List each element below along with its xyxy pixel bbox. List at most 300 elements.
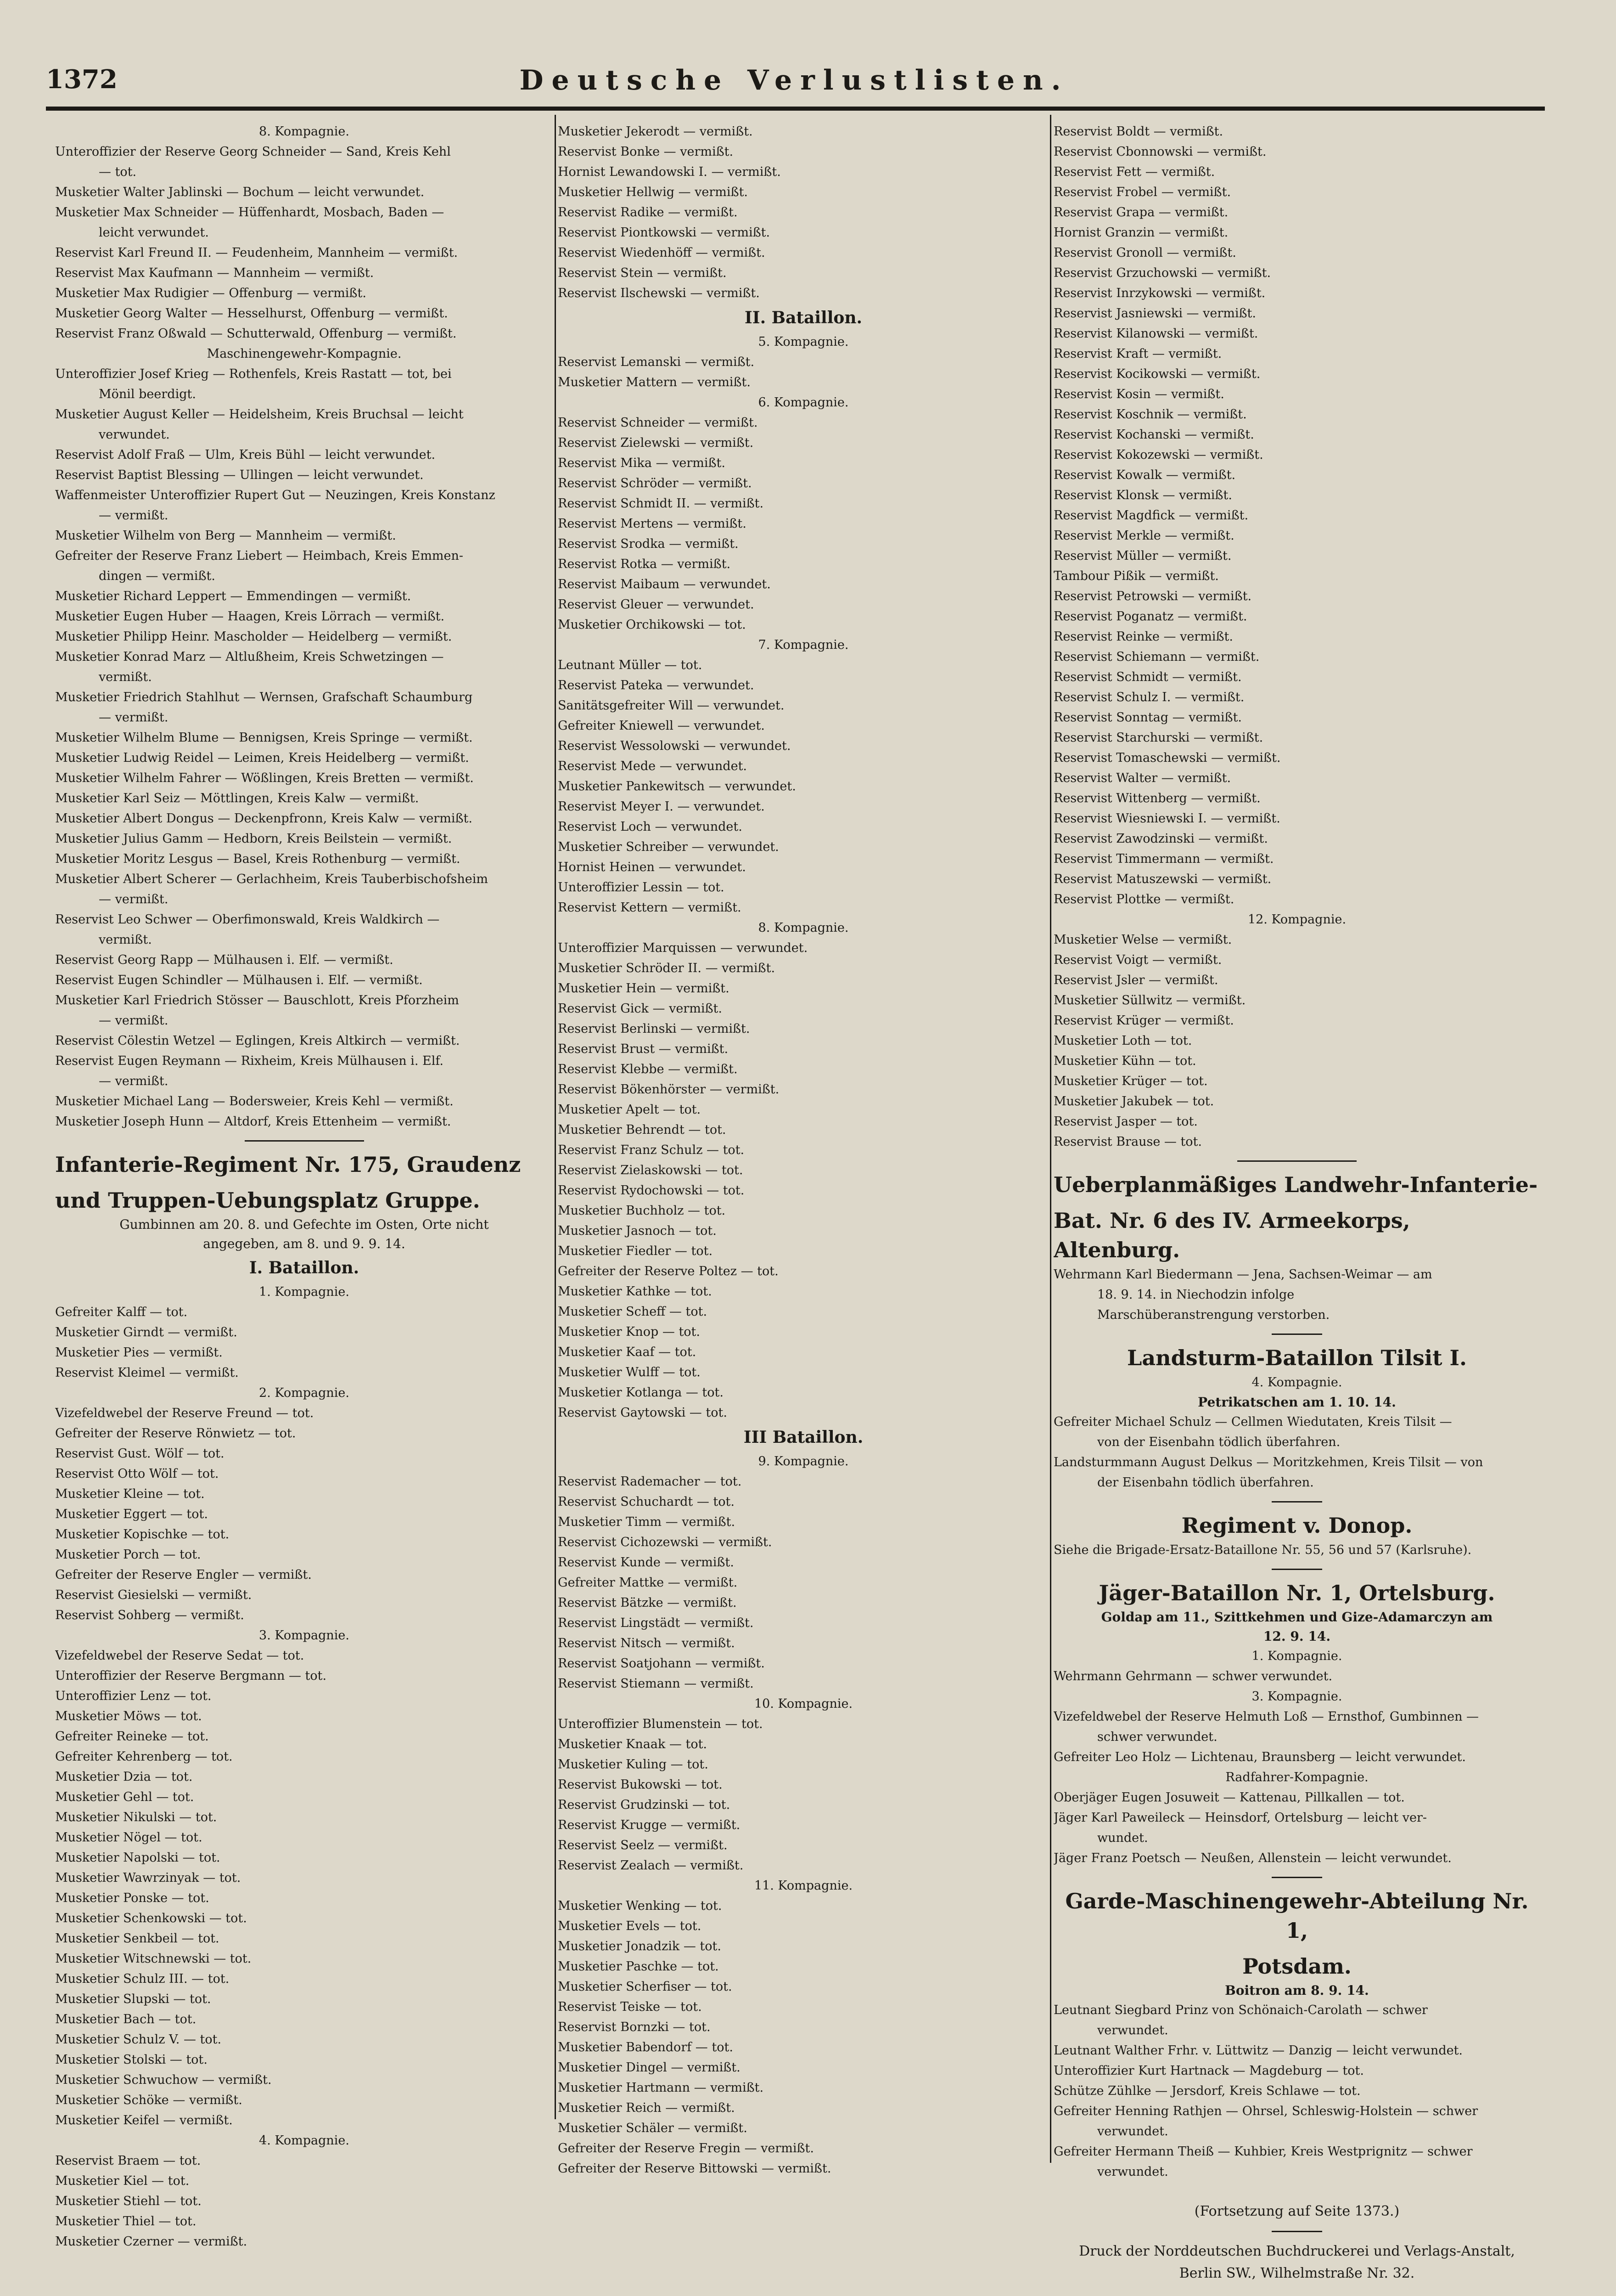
list-entry: Reservist Otto Wölf — tot. [55, 1467, 219, 1481]
list-entry: Reservist Bornzki — tot. [558, 2020, 711, 2034]
list-entry: 18. 9. 14. in Niechodzin infolge [1097, 1288, 1295, 1302]
list-entry: Reservist Fett — vermißt. [1054, 165, 1215, 179]
list-entry: Reservist Brause — tot. [1054, 1135, 1202, 1149]
list-entry: Reservist Kosin — vermißt. [1054, 387, 1224, 401]
list-entry: Musketier Schröder II. — vermißt. [558, 961, 775, 975]
page-number: 1372 [46, 64, 118, 95]
list-entry: Reservist Mertens — vermißt. [558, 517, 746, 531]
list-entry: Vizefeldwebel der Reserve Sedat — tot. [55, 1649, 304, 1663]
date-line: Boitron am 8. 9. 14. [1225, 1983, 1369, 1998]
list-entry: Musketier Konrad Marz — Altlußheim, Kreis Schwetzingen — [55, 650, 444, 664]
list-entry: Reservist Schiemann — vermißt. [1054, 650, 1260, 664]
date-line: angegeben, am 8. und 9. 9. 14. [203, 1236, 405, 1251]
list-entry: Musketier Kühn — tot. [1054, 1054, 1196, 1068]
list-entry: Vizefeldwebel der Reserve Freund — tot. [55, 1406, 314, 1420]
company-heading: 7. Kompagnie. [758, 638, 849, 652]
list-entry: Reservist Srodka — vermißt. [558, 537, 739, 551]
list-entry: Reservist Adolf Fraß — Ulm, Kreis Bühl — leicht verwundet. [55, 448, 436, 462]
list-entry: Reservist Bökenhörster — vermißt. [558, 1082, 780, 1097]
company-heading: 8. Kompagnie. [758, 921, 849, 935]
list-entry: Musketier Richard Leppert — Emmendingen — vermißt. [55, 589, 411, 603]
list-entry: Musketier Krüger — tot. [1054, 1074, 1208, 1088]
list-entry: Musketier Karl Friedrich Stösser — Bauschlott, Kreis Pforzheim [55, 993, 459, 1007]
list-entry: Musketier Senkbeil — tot. [55, 1931, 219, 1946]
company-heading: 1. Kompagnie. [259, 1285, 349, 1299]
list-entry: Musketier Joseph Hunn — Altdorf, Kreis Ettenheim — vermißt. [55, 1114, 451, 1129]
battalion-heading: III Bataillon. [743, 1428, 864, 1447]
list-entry: Reservist Starchurski — vermißt. [1054, 731, 1263, 745]
list-entry: Reservist Cbonnowski — vermißt. [1054, 145, 1267, 159]
list-entry: Unteroffizier Kurt Hartnack — Magdeburg — tot. [1054, 2064, 1364, 2078]
list-entry: Musketier Porch — tot. [55, 1548, 201, 1562]
column-divider [555, 115, 556, 2119]
list-entry: Reservist Jsler — vermißt. [1054, 973, 1218, 987]
list-entry: Reservist Mede — verwundet. [558, 759, 747, 773]
list-entry: Reservist Nitsch — vermißt. [558, 1636, 735, 1650]
list-entry: Reservist Krüger — vermißt. [1054, 1013, 1234, 1028]
list-entry: Reservist Radike — vermißt. [558, 205, 738, 219]
list-entry: Musketier Mattern — vermißt. [558, 375, 751, 389]
list-entry: Leutnant Siegbard Prinz von Schönaich-Carolath — schwer [1054, 2003, 1428, 2017]
list-entry: Reservist Voigt — vermißt. [1054, 953, 1222, 967]
date-line: Gumbinnen am 20. 8. und Gefechte im Osten, Orte nicht [119, 1217, 489, 1232]
list-entry: Hornist Heinen — verwundet. [558, 860, 746, 874]
list-entry: — vermißt. [99, 1074, 168, 1088]
regiment-heading: Infanterie-Regiment Nr. 175, Graudenz [55, 1152, 521, 1177]
list-entry: Vizefeldwebel der Reserve Helmuth Loß — Ernsthof, Gumbinnen — [1054, 1710, 1479, 1724]
list-entry: Siehe die Brigade-Ersatz-Bataillone Nr. 55, 56 und 57 (Karlsruhe). [1054, 1543, 1472, 1557]
section-rule [1272, 1569, 1322, 1570]
list-entry: Musketier Evels — tot. [558, 1919, 701, 1933]
list-entry: Gefreiter Kehrenberg — tot. [55, 1750, 233, 1764]
list-entry: Reservist Klonsk — vermißt. [1054, 488, 1232, 502]
list-entry: Jäger Karl Paweileck — Heinsdorf, Ortelsburg — leicht ver- [1054, 1811, 1427, 1825]
header-rule [46, 107, 1545, 111]
list-entry: Gefreiter der Reserve Rönwietz — tot. [55, 1426, 296, 1441]
list-entry: Schütze Zühlke — Jersdorf, Kreis Schlawe — tot. [1054, 2084, 1361, 2098]
section-rule [1272, 1877, 1322, 1878]
list-entry: Reservist Plottke — vermißt. [1054, 892, 1234, 906]
list-entry: Musketier Reich — vermißt. [558, 2101, 735, 2115]
list-entry: Reservist Poganatz — vermißt. [1054, 609, 1247, 624]
list-entry: Reservist Grzuchowski — vermißt. [1054, 266, 1271, 280]
list-entry: Musketier Ludwig Reidel — Leimen, Kreis Heidelberg — vermißt. [55, 751, 469, 765]
list-entry: Reservist Kokozewski — vermißt. [1054, 448, 1263, 462]
list-entry: Reservist Karl Freund II. — Feudenheim, Mannheim — vermißt. [55, 246, 458, 260]
company-heading: 3. Kompagnie. [1251, 1689, 1342, 1704]
list-entry: Unteroffizier Marquissen — verwundet. [558, 941, 808, 955]
list-entry: Reservist Krugge — vermißt. [558, 1818, 741, 1832]
list-entry: Musketier Kleine — tot. [55, 1487, 205, 1501]
list-entry: Musketier Fiedler — tot. [558, 1244, 713, 1258]
list-entry: Musketier Napolski — tot. [55, 1851, 220, 1865]
list-entry: Musketier Friedrich Stahlhut — Wernsen, Grafschaft Schaumburg [55, 690, 473, 704]
footer-text: Druck der Norddeutschen Buchdruckerei und Verlags-Anstalt, [1079, 2243, 1515, 2259]
list-entry: verwundet. [1097, 2165, 1168, 2179]
company-heading: 6. Kompagnie. [758, 395, 849, 410]
list-entry: Hornist Granzin — vermißt. [1054, 225, 1229, 240]
list-entry: Reservist Kowalk — vermißt. [1054, 468, 1236, 482]
list-entry: Mönil beerdigt. [99, 387, 196, 401]
company-heading: 1. Kompagnie. [1251, 1649, 1342, 1663]
company-heading: 8. Kompagnie. [259, 124, 349, 139]
list-entry: Musketier Kopischke — tot. [55, 1527, 230, 1542]
footer-text: Berlin SW., Wilhelmstraße Nr. 32. [1179, 2265, 1415, 2281]
list-entry: Reservist Bonke — vermißt. [558, 145, 734, 159]
list-entry: Musketier Buchholz — tot. [558, 1204, 726, 1218]
list-entry: Reservist Maibaum — verwundet. [558, 577, 771, 591]
list-entry: Musketier Philipp Heinr. Mascholder — Heidelberg — vermißt. [55, 630, 452, 644]
list-entry: Wehrmann Karl Biedermann — Jena, Sachsen-Weimar — am [1054, 1267, 1432, 1282]
section-rule [1272, 2231, 1322, 2232]
list-entry: Reservist Franz Oßwald — Schutterwald, Offenburg — vermißt. [55, 326, 457, 341]
list-entry: Musketier Schenkowski — tot. [55, 1911, 247, 1925]
list-entry: Landsturmmann August Delkus — Moritzkehmen, Kreis Tilsit — von [1054, 1455, 1483, 1469]
list-entry: Reservist Zielewski — vermißt. [558, 436, 754, 450]
list-entry: Reservist Giesielski — vermißt. [55, 1588, 252, 1602]
list-entry: Reservist Inrzykowski — vermißt. [1054, 286, 1266, 300]
list-entry: Reservist Pateka — verwundet. [558, 678, 754, 692]
list-entry: Musketier Hellwig — vermißt. [558, 185, 748, 199]
list-entry: Leutnant Müller — tot. [558, 658, 702, 672]
list-entry: Musketier Girndt — vermißt. [55, 1325, 237, 1339]
list-entry: Musketier Albert Scherer — Gerlachheim, Kreis Tauberbischofsheim [55, 872, 488, 886]
list-entry: verwundet. [1097, 2124, 1168, 2138]
list-entry: Reservist Franz Schulz — tot. [558, 1143, 745, 1157]
regiment-heading: und Truppen-Uebungsplatz Gruppe. [55, 1188, 480, 1213]
list-entry: Reservist Zealach — vermißt. [558, 1858, 744, 1873]
list-entry: Musketier Schäler — vermißt. [558, 2121, 747, 2135]
list-entry: Reservist Müller — vermißt. [1054, 549, 1232, 563]
list-entry: — vermißt. [99, 508, 168, 523]
company-heading: 5. Kompagnie. [758, 335, 849, 349]
list-entry: Musketier Wenking — tot. [558, 1899, 722, 1913]
list-entry: Reservist Kilanowski — vermißt. [1054, 326, 1258, 341]
list-entry: Musketier Knaak — tot. [558, 1737, 707, 1751]
list-entry: Musketier Max Rudigier — Offenburg — vermißt. [55, 286, 366, 300]
list-entry: Musketier Gehl — tot. [55, 1790, 194, 1804]
list-entry: Reservist Gick — vermißt. [558, 1002, 722, 1016]
list-entry: Reservist Brust — vermißt. [558, 1042, 729, 1056]
list-entry: Musketier Michael Lang — Bodersweier, Kreis Kehl — vermißt. [55, 1094, 454, 1109]
list-entry: Reservist Cölestin Wetzel — Eglingen, Kreis Altkirch — vermißt. [55, 1034, 460, 1048]
list-entry: Reservist Matuszewski — vermißt. [1054, 872, 1272, 886]
list-entry: Musketier Ponske — tot. [55, 1891, 209, 1905]
list-entry: Musketier Hartmann — vermißt. [558, 2081, 764, 2095]
list-entry: Reservist Gleuer — verwundet. [558, 597, 754, 612]
list-entry: Reservist Frobel — vermißt. [1054, 185, 1231, 199]
list-entry: Musketier Pankewitsch — verwundet. [558, 779, 796, 793]
list-entry: Musketier Orchikowski — tot. [558, 618, 746, 632]
company-heading: 9. Kompagnie. [758, 1454, 849, 1469]
list-entry: Reservist Wiedenhöff — vermißt. [558, 246, 765, 260]
list-entry: Musketier Schulz V. — tot. [55, 2032, 222, 2047]
list-entry: Musketier Stolski — tot. [55, 2053, 208, 2067]
list-entry: Reservist Bätzke — vermißt. [558, 1596, 737, 1610]
list-entry: Sanitätsgefreiter Will — verwundet. [558, 698, 785, 713]
company-heading: 10. Kompagnie. [754, 1697, 853, 1711]
list-entry: Reservist Wessolowski — verwundet. [558, 739, 791, 753]
list-entry: Reservist Schmidt II. — vermißt. [558, 496, 764, 511]
list-entry: Reservist Schulz I. — vermißt. [1054, 690, 1245, 704]
list-entry: Reservist Jasniewski — vermißt. [1054, 306, 1256, 321]
list-entry: Reservist Walter — vermißt. [1054, 771, 1231, 785]
list-entry: Gefreiter der Reserve Bittowski — vermißt. [558, 2161, 831, 2176]
list-entry: Reservist Sonntag — vermißt. [1054, 710, 1242, 725]
list-entry: Reservist Leo Schwer — Oberfimonswald, Kreis Waldkirch — [55, 912, 440, 927]
list-entry: Musketier Stiehl — tot. [55, 2194, 202, 2208]
section-rule [245, 1140, 364, 1142]
list-entry: Marschüberanstrengung verstorben. [1097, 1308, 1330, 1322]
list-entry: Reservist Klebbe — vermißt. [558, 1062, 738, 1076]
list-entry: Musketier Wulff — tot. [558, 1365, 701, 1379]
list-entry: Reservist Gronoll — vermißt. [1054, 246, 1236, 260]
list-entry: Musketier Kaaf — tot. [558, 1345, 696, 1359]
list-entry: von der Eisenbahn tödlich überfahren. [1097, 1435, 1341, 1449]
list-entry: Reservist Schmidt — vermißt. [1054, 670, 1242, 684]
list-entry: Musketier Moritz Lesgus — Basel, Kreis Rothenburg — vermißt. [55, 852, 460, 866]
list-entry: Reservist Kochanski — vermißt. [1054, 428, 1254, 442]
list-entry: Musketier Walter Jablinski — Bochum — leicht verwundet. [55, 185, 425, 199]
list-entry: Reservist Teiske — tot. [558, 2000, 702, 2014]
list-entry: Reservist Eugen Schindler — Mülhausen i. Elf. — vermißt. [55, 973, 423, 987]
list-entry: leicht verwundet. [99, 225, 209, 240]
spacer [1054, 2182, 1540, 2200]
list-entry: Musketier Schreiber — verwundet. [558, 840, 779, 854]
list-entry: Musketier Eugen Huber — Haagen, Kreis Lörrach — vermißt. [55, 609, 445, 624]
list-entry: Reservist Soatjohann — vermißt. [558, 1656, 765, 1671]
list-entry: Reservist Zawodzinski — vermißt. [1054, 832, 1268, 846]
list-entry: Reservist Braem — tot. [55, 2154, 201, 2168]
list-entry: Reservist Jasper — tot. [1054, 1114, 1198, 1129]
list-entry: Musketier Süllwitz — vermißt. [1054, 993, 1246, 1007]
list-entry: Reservist Schröder — vermißt. [558, 476, 752, 490]
list-entry: Musketier Kuling — tot. [558, 1757, 708, 1772]
list-entry: Reservist Cichozewski — vermißt. [558, 1535, 772, 1549]
list-entry: Gefreiter Mattke — vermißt. [558, 1576, 738, 1590]
list-entry: Musketier Schwuchow — vermißt. [55, 2073, 272, 2087]
list-entry: Musketier Apelt — tot. [558, 1103, 701, 1117]
list-entry: Musketier Eggert — tot. [55, 1507, 208, 1521]
list-entry: Reservist Baptist Blessing — Ullingen — leicht verwundet. [55, 468, 424, 482]
column-3 [1054, 122, 1540, 2285]
list-entry: Musketier Schöke — vermißt. [55, 2093, 242, 2107]
list-entry: Reservist Wittenberg — vermißt. [1054, 791, 1261, 805]
column-divider [1050, 115, 1051, 2163]
list-entry: Musketier Loth — tot. [1054, 1034, 1192, 1048]
regiment-heading: Landsturm-Bataillon Tilsit I. [1127, 1345, 1467, 1370]
list-entry: Oberjäger Eugen Josuweit — Kattenau, Pillkallen — tot. [1054, 1790, 1405, 1805]
list-entry: Reservist Loch — verwundet. [558, 820, 742, 834]
list-entry: Musketier Bach — tot. [55, 2012, 196, 2026]
company-heading: 3. Kompagnie. [259, 1628, 349, 1643]
list-entry: Reservist Schneider — vermißt. [558, 416, 758, 430]
list-entry: Unteroffizier Josef Krieg — Rothenfels, Kreis Rastatt — tot, bei [55, 367, 452, 381]
list-entry: Hornist Lewandowski I. — vermißt. [558, 165, 781, 179]
list-entry: Musketier Schulz III. — tot. [55, 1972, 230, 1986]
regiment-heading: Ueberplanmäßiges Landwehr-Infanterie- [1054, 1172, 1538, 1197]
list-entry: Musketier Slupski — tot. [55, 1992, 211, 2006]
list-entry: Musketier Albert Dongus — Deckenpfronn, Kreis Kalw — vermißt. [55, 811, 472, 826]
list-entry: Musketier Jasnoch — tot. [558, 1224, 717, 1238]
list-entry: Musketier Nikulski — tot. [55, 1810, 217, 1824]
regiment-heading: Jäger-Bataillon Nr. 1, Ortelsburg. [1099, 1581, 1495, 1605]
list-entry: Reservist Magdfick — vermißt. [1054, 508, 1249, 523]
list-entry: Reservist Mika — vermißt. [558, 456, 725, 470]
list-entry: Musketier Wilhelm Blume — Bennigsen, Kreis Springe — vermißt. [55, 731, 473, 745]
list-entry: Musketier Dzia — tot. [55, 1770, 193, 1784]
list-entry: Unteroffizier Lessin — tot. [558, 880, 724, 895]
list-entry: Gefreiter Leo Holz — Lichtenau, Braunsberg — leicht verwundet. [1054, 1750, 1466, 1764]
list-entry: Gefreiter Henning Rathjen — Ohrsel, Schleswig-Holstein — schwer [1054, 2104, 1478, 2118]
list-entry: Reservist Lemanski — vermißt. [558, 355, 755, 369]
section-rule [1272, 1501, 1322, 1503]
list-entry: Reservist Kraft — vermißt. [1054, 347, 1222, 361]
list-entry: — vermißt. [99, 1013, 168, 1028]
company-heading: 4. Kompagnie. [1251, 1375, 1342, 1390]
regiment-heading: Potsdam. [1242, 1954, 1352, 1979]
list-entry: Musketier Karl Seiz — Möttlingen, Kreis Kalw — vermißt. [55, 791, 419, 805]
list-entry: Reservist Sohberg — vermißt. [55, 1608, 244, 1622]
list-entry: der Eisenbahn tödlich überfahren. [1097, 1475, 1314, 1490]
list-entry: Gefreiter Michael Schulz — Cellmen Wiedutaten, Kreis Tilsit — [1054, 1415, 1452, 1429]
list-entry: Reservist Kleimel — vermißt. [55, 1366, 239, 1380]
list-entry: Musketier Kiel — tot. [55, 2174, 190, 2188]
list-entry: Musketier Nögel — tot. [55, 1830, 202, 1845]
list-entry: Musketier Scherfiser — tot. [558, 1980, 732, 1994]
list-entry: Wehrmann Gehrmann — schwer verwundet. [1054, 1669, 1333, 1683]
list-entry: dingen — vermißt. [99, 569, 215, 583]
regiment-heading: Garde-Maschinengewehr-Abteilung Nr. 1, [1065, 1889, 1529, 1943]
list-entry: verwundet. [1097, 2023, 1168, 2037]
section-rule [1272, 1334, 1322, 1335]
list-entry: Leutnant Walther Frhr. v. Lüttwitz — Danzig — leicht verwundet. [1054, 2043, 1463, 2058]
list-entry: Reservist Merkle — vermißt. [1054, 529, 1234, 543]
list-entry: — tot. [99, 165, 137, 179]
list-entry: Musketier Czerner — vermißt. [55, 2234, 247, 2249]
list-entry: — vermißt. [99, 710, 168, 725]
list-entry: Reservist Wiesniewski I. — vermißt. [1054, 811, 1280, 826]
list-entry: Musketier Welse — vermißt. [1054, 933, 1232, 947]
list-entry: Reservist Seelz — vermißt. [558, 1838, 728, 1852]
page-title: Deutsche Verlustlisten. [519, 64, 1069, 96]
list-entry: Musketier Kotlanga — tot. [558, 1385, 724, 1400]
list-entry: Musketier Möws — tot. [55, 1709, 202, 1723]
list-entry: Musketier Georg Walter — Hesselhurst, Offenburg — vermißt. [55, 306, 448, 321]
list-entry: Musketier Jonadzik — tot. [558, 1939, 721, 1953]
regiment-heading: Regiment v. Donop. [1181, 1513, 1413, 1538]
list-entry: Musketier Jekerodt — vermißt. [558, 124, 753, 139]
date-line: Petrikatschen am 1. 10. 14. [1198, 1395, 1396, 1410]
list-entry: Reservist Gust. Wölf — tot. [55, 1446, 224, 1461]
list-entry: Gefreiter der Reserve Engler — vermißt. [55, 1568, 312, 1582]
list-entry: Unteroffizier der Reserve Georg Schneider — Sand, Kreis Kehl [55, 145, 451, 159]
battalion-heading: I. Bataillon. [249, 1258, 359, 1277]
list-entry: Reservist Schuchardt — tot. [558, 1495, 735, 1509]
list-entry: verwundet. [99, 428, 170, 442]
list-entry: Musketier Max Schneider — Hüffenhardt, Mosbach, Baden — [55, 205, 444, 219]
column-2 [558, 122, 1049, 2179]
list-entry: schwer verwundet. [1097, 1730, 1218, 1744]
list-entry: vermißt. [99, 933, 152, 947]
list-entry: Reservist Kettern — vermißt. [558, 900, 741, 915]
company-heading: Maschinengewehr-Kompagnie. [207, 347, 402, 361]
list-entry: Reservist Piontkowski — vermißt. [558, 225, 770, 240]
list-entry: Reservist Georg Rapp — Mülhausen i. Elf. — vermißt. [55, 953, 393, 967]
list-entry: Musketier Timm — vermißt. [558, 1515, 735, 1529]
list-entry: Musketier Jakubek — tot. [1054, 1094, 1214, 1109]
list-entry: Reservist Timmermann — vermißt. [1054, 852, 1274, 866]
list-entry: Reservist Rademacher — tot. [558, 1474, 742, 1489]
section-rule [1237, 1160, 1357, 1162]
list-entry: Reservist Grapa — vermißt. [1054, 205, 1229, 219]
date-line: 12. 9. 14. [1263, 1629, 1331, 1644]
list-entry: Musketier Knop — tot. [558, 1325, 700, 1339]
list-entry: Reservist Rotka — vermißt. [558, 557, 731, 571]
list-entry: Waffenmeister Unteroffizier Rupert Gut — Neuzingen, Kreis Konstanz [55, 488, 495, 502]
list-entry: Reservist Grudzinski — tot. [558, 1798, 730, 1812]
list-entry: Musketier Wilhelm von Berg — Mannheim — vermißt. [55, 529, 396, 543]
list-entry: Reservist Kunde — vermißt. [558, 1555, 734, 1570]
list-entry: Reservist Lingstädt — vermißt. [558, 1616, 754, 1630]
list-entry: Reservist Bukowski — tot. [558, 1778, 723, 1792]
list-entry: Unteroffizier Lenz — tot. [55, 1689, 212, 1703]
company-heading: 4. Kompagnie. [259, 2133, 349, 2148]
list-entry: Reservist Stiemann — vermißt. [558, 1677, 754, 1691]
company-heading: 11. Kompagnie. [754, 1879, 853, 1893]
list-entry: Musketier Kathke — tot. [558, 1284, 712, 1299]
list-entry: wundet. [1097, 1831, 1148, 1845]
list-entry: Musketier Thiel — tot. [55, 2214, 196, 2228]
company-heading: 12. Kompagnie. [1247, 912, 1347, 927]
list-entry: Reservist Eugen Reymann — Rixheim, Kreis Mülhausen i. Elf. [55, 1054, 443, 1068]
list-entry: Reservist Gaytowski — tot. [558, 1406, 727, 1420]
list-entry: Reservist Berlinski — vermißt. [558, 1022, 750, 1036]
list-entry: Gefreiter der Reserve Fregin — vermißt. [558, 2141, 814, 2155]
list-entry: Musketier Babendorf — tot. [558, 2040, 733, 2054]
list-entry: Musketier Wawrzinyak — tot. [55, 1871, 241, 1885]
list-entry: Musketier August Keller — Heidelsheim, Kreis Bruchsal — leicht [55, 407, 464, 422]
list-entry: Gefreiter Kniewell — verwundet. [558, 719, 765, 733]
list-entry: Reservist Stein — vermißt. [558, 266, 727, 280]
list-entry: Musketier Julius Gamm — Hedborn, Kreis Beilstein — vermißt. [55, 832, 452, 846]
regiment-heading: Bat. Nr. 6 des IV. Armeekorps, Altenburg. [1054, 1208, 1410, 1262]
list-entry: Musketier Dingel — vermißt. [558, 2060, 741, 2075]
column-1 [55, 122, 553, 2252]
list-entry: Reservist Kocikowski — vermißt. [1054, 367, 1261, 381]
footer-text: (Fortsetzung auf Seite 1373.) [1194, 2203, 1400, 2219]
battalion-heading: II. Bataillon. [744, 308, 863, 327]
list-entry: Tambour Pißik — vermißt. [1054, 569, 1219, 583]
list-entry: Musketier Hein — vermißt. [558, 981, 729, 996]
list-entry: Musketier Wilhelm Fahrer — Wößlingen, Kreis Bretten — vermißt. [55, 771, 474, 785]
list-entry: Reservist Tomaschewski — vermißt. [1054, 751, 1281, 765]
list-entry: Gefreiter der Reserve Franz Liebert — Heimbach, Kreis Emmen- [55, 549, 464, 563]
list-entry: Reservist Koschnik — vermißt. [1054, 407, 1247, 422]
list-entry: Gefreiter der Reserve Poltez — tot. [558, 1264, 779, 1278]
list-entry: Gefreiter Hermann Theiß — Kuhbier, Kreis Westprignitz — schwer [1054, 2144, 1473, 2159]
list-entry: Unteroffizier der Reserve Bergmann — tot. [55, 1669, 327, 1683]
date-line: Goldap am 11., Szittkehmen und Gize-Adamarczyn am [1101, 1609, 1493, 1625]
company-heading: 2. Kompagnie. [259, 1386, 349, 1400]
list-entry: Gefreiter Reineke — tot. [55, 1729, 209, 1744]
list-entry: Musketier Keifel — vermißt. [55, 2113, 233, 2127]
list-entry: Reservist Max Kaufmann — Mannheim — vermißt. [55, 266, 374, 280]
list-entry: Reservist Zielaskowski — tot. [558, 1163, 743, 1177]
list-entry: Reservist Boldt — vermißt. [1054, 124, 1223, 139]
list-entry: Jäger Franz Poetsch — Neußen, Allenstein — leicht verwundet. [1054, 1851, 1452, 1865]
list-entry: Reservist Reinke — vermißt. [1054, 630, 1233, 644]
